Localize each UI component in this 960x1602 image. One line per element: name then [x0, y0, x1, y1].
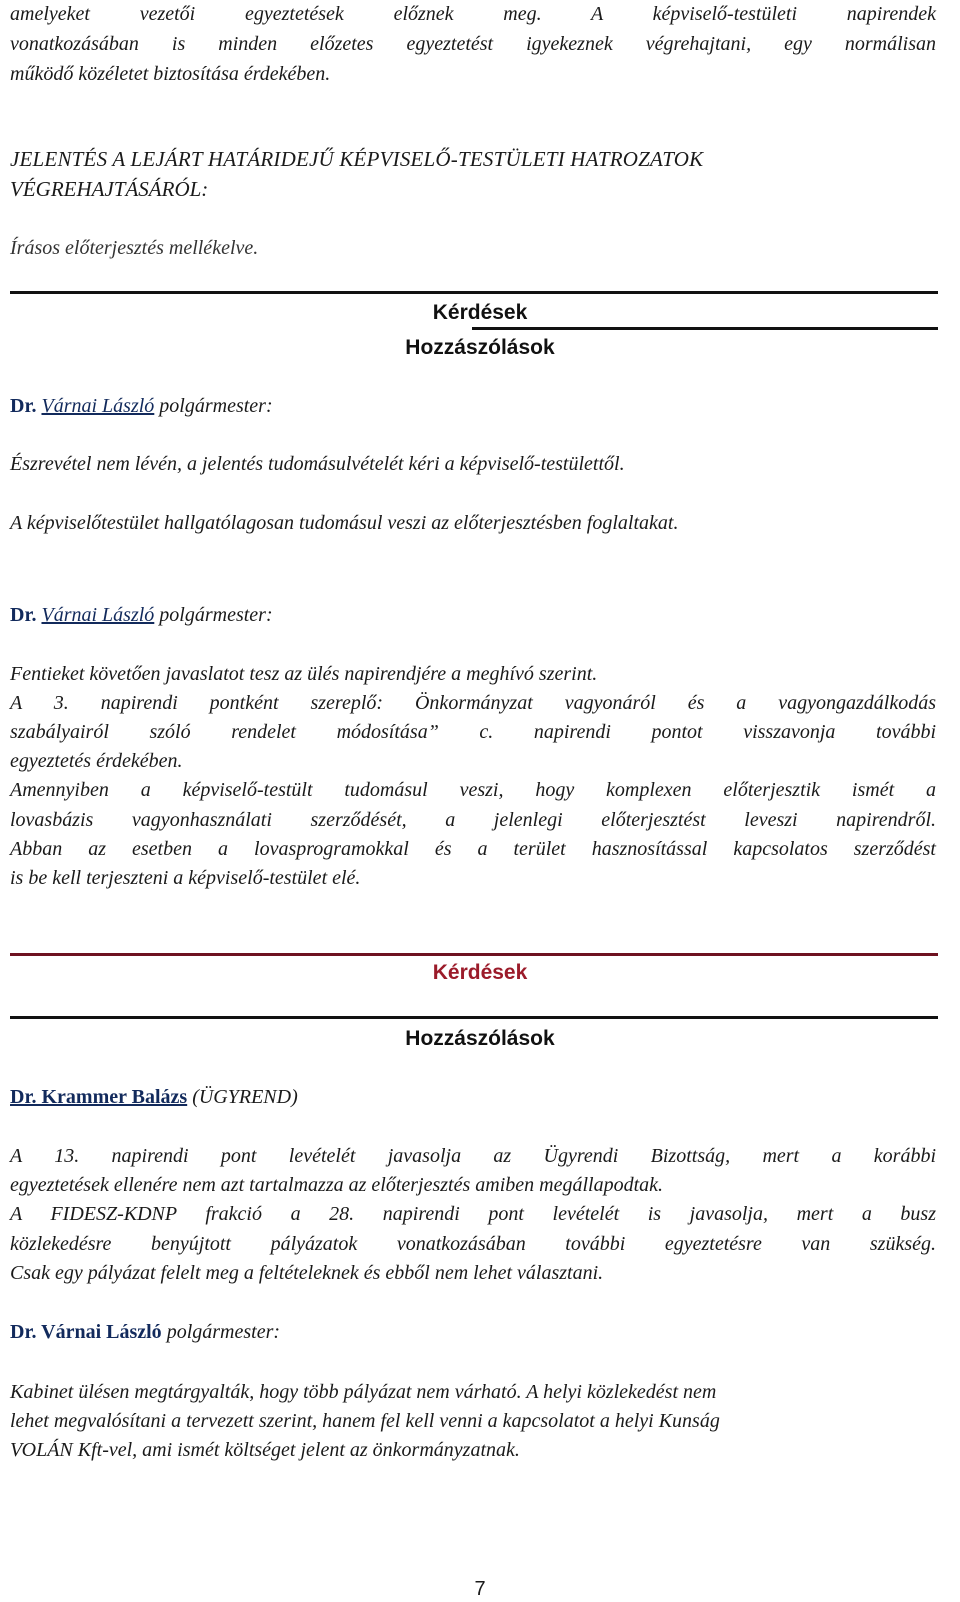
speaker-line	[10, 1320, 280, 1344]
statement-line: Abban az esetben a lovasprogramokkal és a terület hasznosítással kapcsolatos szerződést	[10, 838, 936, 860]
statement-line: egyeztetés érdekében.	[10, 750, 183, 772]
statement-line: A 13. napirendi pont levételét javasolja az Ügyrendi Bizottság, mert a korábbi	[10, 1145, 936, 1167]
statement-line: Csak egy pályázat felelt meg a feltételeknek és ebből nem lehet választani.	[10, 1262, 604, 1284]
statement-line: lehet megvalósítani a tervezett szerint, hanem fel kell venni a kapcsolatot a helyi Kunság	[10, 1410, 720, 1432]
divider-line	[472, 327, 938, 330]
speaker-name: Dr. Krammer Balázs	[10, 1086, 188, 1108]
comments-heading: Hozzászólások	[405, 336, 555, 359]
statement-line: VOLÁN Kft-vel, ami ismét költséget jelent az önkormányzatnak.	[10, 1439, 520, 1461]
speaker-tag: (ÜGYREND)	[192, 1086, 298, 1108]
questions-heading: Kérdések	[432, 301, 528, 324]
statement-line: A képviselőtestület hallgatólagosan tudomásul veszi az előterjesztésben foglaltakat.	[10, 512, 679, 534]
speaker-name: Várnai László	[41, 604, 155, 626]
speaker-role: polgármester:	[159, 604, 273, 626]
speaker-prefix: Dr.	[10, 395, 37, 417]
statement-line: Fentieket követően javaslatot tesz az ülés napirendjére a meghívó szerint.	[10, 663, 598, 685]
page-number: 7	[474, 1578, 486, 1600]
statement-line: Észrevétel nem lévén, a jelentés tudomásulvételét kéri a képviselő-testülettől.	[10, 453, 625, 475]
speaker-line	[10, 1085, 298, 1109]
statement-line: A 3. napirendi pontként szereplő: Önkormányzat vagyonáról és a vagyongazdálkodás	[10, 692, 936, 714]
statement-line: Amennyiben a képviselő-testült tudomásul veszi, hogy komplexen előterjesztik ismét a	[10, 779, 936, 801]
intro-line: vonatkozásában is minden előzetes egyeztetést igyekeznek végrehajtani, egy normálisan	[10, 33, 936, 55]
divider-line	[10, 291, 938, 294]
speaker-role: polgármester:	[166, 1321, 281, 1343]
speaker-line	[10, 394, 273, 418]
intro-line: működő közéletet biztosítása érdekében.	[10, 63, 331, 85]
speaker-role: polgármester:	[159, 395, 273, 417]
statement-line: egyeztetések ellenére nem azt tartalmazza az előterjesztés amiben megállapodtak.	[10, 1174, 663, 1196]
attachment-note: Írásos előterjesztés mellékelve.	[10, 237, 259, 259]
speaker-line	[10, 603, 273, 627]
report-title: VÉGREHAJTÁSÁRÓL:	[10, 177, 209, 201]
statement-line: közlekedésre benyújtott pályázatok vonatkozásában további egyeztetésre van szükség.	[10, 1233, 936, 1255]
statement-line: Kabinet ülésen megtárgyalták, hogy több pályázat nem várható. A helyi közlekedést nem	[10, 1381, 717, 1403]
report-title: JELENTÉS A LEJÁRT HATÁRIDEJŰ KÉPVISELŐ-TESTÜLETI HATROZATOK	[10, 147, 704, 171]
intro-line: amelyeket vezetői egyeztetések előznek meg. A képviselő-testületi napirendek	[10, 3, 936, 25]
divider-line	[10, 953, 938, 956]
statement-line: lovasbázis vagyonhasználati szerződését, a jelenlegi előterjesztést leveszi napirendről.	[10, 809, 936, 831]
statement-line: szabályairól szóló rendelet módosítása” c. napirendi pontot visszavonja további	[10, 721, 936, 743]
speaker-name: Várnai László	[41, 395, 155, 417]
comments-heading: Hozzászólások	[405, 1027, 555, 1050]
speaker-name: Dr. Várnai László	[10, 1321, 162, 1343]
statement-line: A FIDESZ-KDNP frakció a 28. napirendi pont levételét is javasolja, mert a busz	[10, 1203, 936, 1225]
speaker-prefix: Dr.	[10, 604, 37, 626]
statement-line: is be kell terjeszteni a képviselő-testület elé.	[10, 867, 361, 889]
divider-line	[10, 1016, 938, 1019]
questions-heading: Kérdések	[432, 961, 528, 984]
